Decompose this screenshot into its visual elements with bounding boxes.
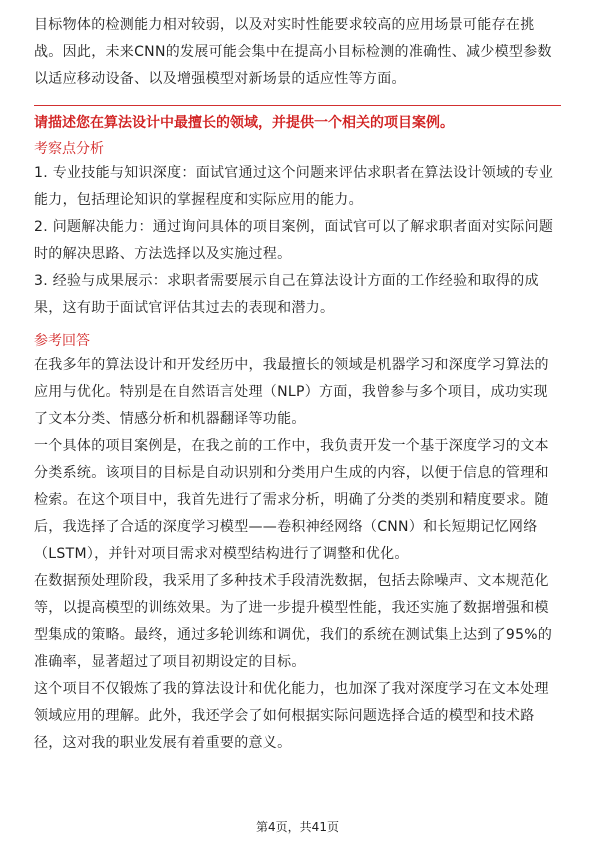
text-line: 能力，包括理论知识的掌握程度和实际应用的能力。 [34,192,363,208]
answer-body [34,352,561,757]
answer-paragraph [34,352,561,433]
text-line: 果，这有助于面试官评估其过去的表现和潜力。 [34,300,335,316]
answer-heading: 参考回答 [34,333,90,349]
text-line: 在我多年的算法设计和开发经历中，我最擅长的领域是机器学习和深度学习算法的 [34,357,549,373]
text-line: 检索。在这个项目中，我首先进行了需求分析，明确了分类的类别和精度要求。随 [34,492,549,508]
analysis-item [34,268,561,322]
text-line: 战。因此，未来CNN的发展可能会集中在提高小目标检测的准确性、减少模型参数 [34,44,552,60]
text-line: 时的解决思路、方法选择以及实施过程。 [34,246,292,262]
analysis-item [34,214,561,268]
section-divider [34,105,561,106]
text-line: 3. 经验与成果展示：求职者需要展示自己在算法设计方面的工作经验和取得的成 [34,273,539,289]
text-line: 后，我选择了合适的深度学习模型——卷积神经网络（CNN）和长短期记忆网络 [34,519,538,535]
text-line: 以适应移动设备、以及增强模型对新场景的适应性等方面。 [34,71,406,87]
text-line: 应用与优化。特别是在自然语言处理（NLP）方面，我曾参与多个项目，成功实现 [34,384,548,400]
text-line: 了文本分类、情感分析和机器翻译等功能。 [34,411,306,427]
analysis-list [34,160,561,322]
text-line: 2. 问题解决能力：通过询问具体的项目案例，面试官可以了解求职者面对实际问题 [34,219,554,235]
text-line: 等，以提高模型的训练效果。为了进一步提升模型性能，我还实施了数据增强和模 [34,600,549,616]
text-line: 分类系统。该项目的目标是自动识别和分类用户生成的内容，以便于信息的管理和 [34,465,549,481]
text-line: 领域应用的理解。此外，我还学会了如何根据实际问题选择合适的模型和技术路 [34,708,535,724]
analysis-heading: 考察点分析 [34,141,104,157]
text-line: 目标物体的检测能力相对较弱，以及对实时性能要求较高的应用场景可能存在挑 [34,17,535,33]
answer-paragraph [34,676,561,757]
analysis-item [34,160,561,214]
text-line: 准确率，显著超过了项目初期设定的目标。 [34,654,306,670]
intro-paragraph [34,12,561,93]
text-line: 径，这对我的职业发展有着重要的意义。 [34,735,292,751]
page-number: 第4页，共41页 [256,820,339,834]
text-line: 在数据预处理阶段，我采用了多种技术手段清洗数据，包括去除噪声、文本规范化 [34,573,549,589]
text-line: 型集成的策略。最终，通过多轮训练和调优，我们的系统在测试集上达到了95%的 [34,627,553,643]
answer-paragraph [34,568,561,676]
answer-paragraph [34,433,561,568]
text-line: 一个具体的项目案例是，在我之前的工作中，我负责开发一个基于深度学习的文本 [34,438,549,454]
text-line: 这个项目不仅锻炼了我的算法设计和优化能力，也加深了我对深度学习在文本处理 [34,681,549,697]
text-line: （LSTM），并针对项目需求对模型结构进行了调整和优化。 [34,546,409,562]
text-line: 1. 专业技能与知识深度：面试官通过这个问题来评估求职者在算法设计领域的专业 [34,165,554,181]
question-title: 请描述您在算法设计中最擅长的领域，并提供一个相关的项目案例。 [34,115,454,131]
